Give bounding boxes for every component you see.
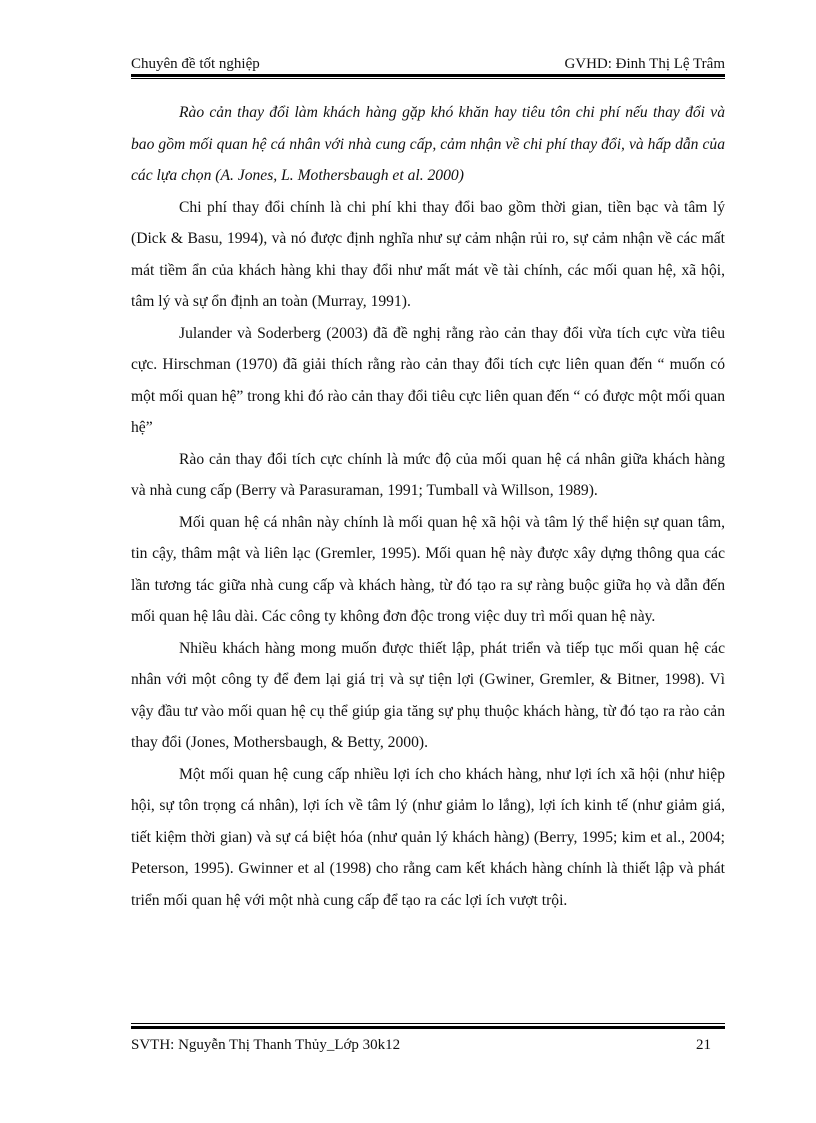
footer-student-info: SVTH: Nguyễn Thị Thanh Thủy_Lớp 30k12 — [131, 1037, 401, 1053]
page-number: 21 — [696, 1037, 711, 1053]
header-document-title: Chuyên đề tốt nghiệp — [131, 56, 260, 72]
page-body — [131, 97, 725, 916]
page-header — [131, 51, 725, 73]
paragraph-customer-desire: Nhiều khách hàng mong muốn được thiết lập, phát triển và tiếp tục mối quan hệ các nhân với một công ty để đem lại giá trị và sự tiện lợi (Gwiner, Gremler, & Bitner, 1998). Vì vậy đầu tư vào mối quan hệ cụ thể giúp gia tăng sự phụ thuộc khách hàng, từ đó tạo ra rào cản thay đổi (Jones, Mothersbaugh, & Betty, 2000). — [131, 639, 725, 751]
footer-rule-thin — [131, 1023, 725, 1024]
paragraph-switching-cost: Chi phí thay đổi chính là chi phí khi thay đổi bao gồm thời gian, tiền bạc và tâm lý (Dick & Basu, 1994), và nó được định nghĩa như sự cảm nhận rủi ro, sự cảm nhận về các mất mát tiềm ẩn của khách hàng khi thay đổi như mất mát về tài chính, các mối quan hệ, xã hội, tâm lý và sự ổn định an toàn (Murray, 1991). — [131, 198, 725, 310]
header-rule-thick — [131, 74, 725, 77]
paragraph-positive-barrier: Rào cản thay đổi tích cực chính là mức độ của mối quan hệ cá nhân giữa khách hàng và nhà cung cấp (Berry và Parasuraman, 1991; Tumball và Willson, 1989). — [131, 450, 725, 499]
paragraph-personal-relationship: Mối quan hệ cá nhân này chính là mối quan hệ xã hội và tâm lý thể hiện sự quan tâm, tin cậy, thâm mật và liên lạc (Gremler, 1995). Mối quan hệ này được xây dựng thông qua các lần tương tác giữa nhà cung cấp và khách hàng, từ đó tạo ra sự ràng buộc giữa họ và dẫn đến mối quan hệ lâu dài. Các công ty không đơn độc trong việc duy trì mối quan hệ này. — [131, 513, 725, 625]
paragraph-definition-italic: Rào cản thay đổi làm khách hàng gặp khó khăn hay tiêu tôn chi phí nếu thay đổi và bao gồm mối quan hệ cá nhân với nhà cung cấp, cảm nhận về chi phí thay đổi, và hấp dẫn của các lựa chọn (A. Jones, L. Mothersbaugh et al. 2000) — [131, 104, 725, 184]
paragraph-julander-soderberg: Julander và Soderberg (2003) đã đề nghị rằng rào cản thay đổi vừa tích cực vừa tiêu cực. Hirschman (1970) đã giải thích rằng rào cản thay đổi tích cực liên quan đến “ muốn có một mối quan hệ” trong khi đó rào cản thay đổi tiêu cực liên quan đến “ có được một mối quan hệ” — [131, 324, 725, 436]
paragraph-relationship-benefits: Một mối quan hệ cung cấp nhiều lợi ích cho khách hàng, như lợi ích xã hội (như hiệp hội, sự tôn trọng cá nhân), lợi ích về tâm lý (như giảm lo lắng), lợi ích kinh tế (như giảm giá, tiết kiệm thời gian) và sự cá biệt hóa (như quản lý khách hàng) (Berry, 1995; kim et al., 2004; Peterson, 1995). Gwinner et al (1998) cho rằng cam kết khách hàng chính là thiết lập và phát triển mối quan hệ với một nhà cung cấp để tạo ra các lợi ích vượt trội. — [131, 765, 725, 909]
header-supervisor: GVHD: Đinh Thị Lệ Trâm — [564, 56, 725, 72]
page-footer — [131, 1037, 725, 1054]
header-rule-thin — [131, 78, 725, 79]
footer-rule-thick — [131, 1026, 725, 1029]
